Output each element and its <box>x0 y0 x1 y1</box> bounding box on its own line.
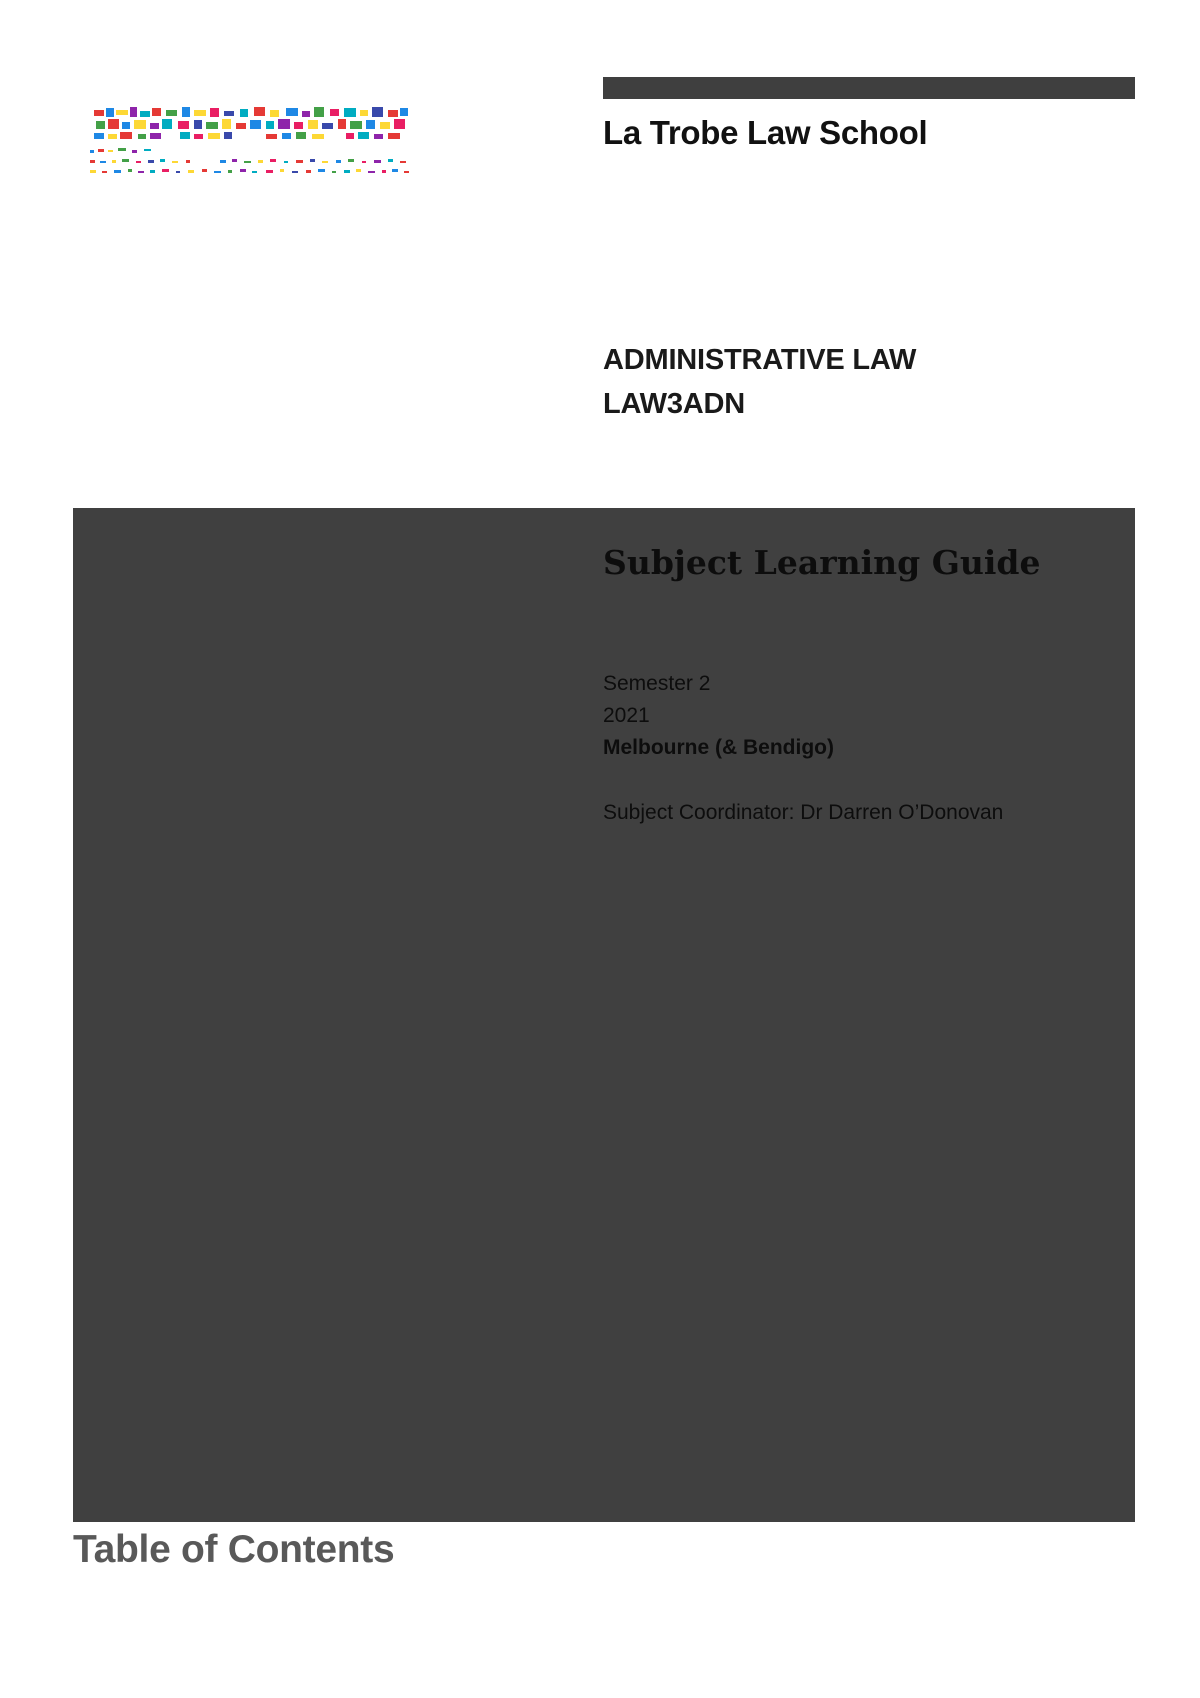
guide-title: Subject Learning Guide <box>603 543 1041 582</box>
university-logo-icon <box>90 104 412 180</box>
cover-panel <box>73 508 1135 1522</box>
year-text: 2021 <box>603 704 650 727</box>
subject-name: ADMINISTRATIVE LAW <box>603 344 917 376</box>
campus-text: Melbourne (& Bendigo) <box>603 736 834 759</box>
subject-code: LAW3ADN <box>603 388 745 420</box>
header-rule <box>603 77 1135 99</box>
coordinator-text: Subject Coordinator: Dr Darren O’Donovan <box>603 801 1004 824</box>
semester-text: Semester 2 <box>603 672 711 695</box>
toc-heading: Table of Contents <box>73 1528 395 1571</box>
school-name: La Trobe Law School <box>603 114 928 151</box>
